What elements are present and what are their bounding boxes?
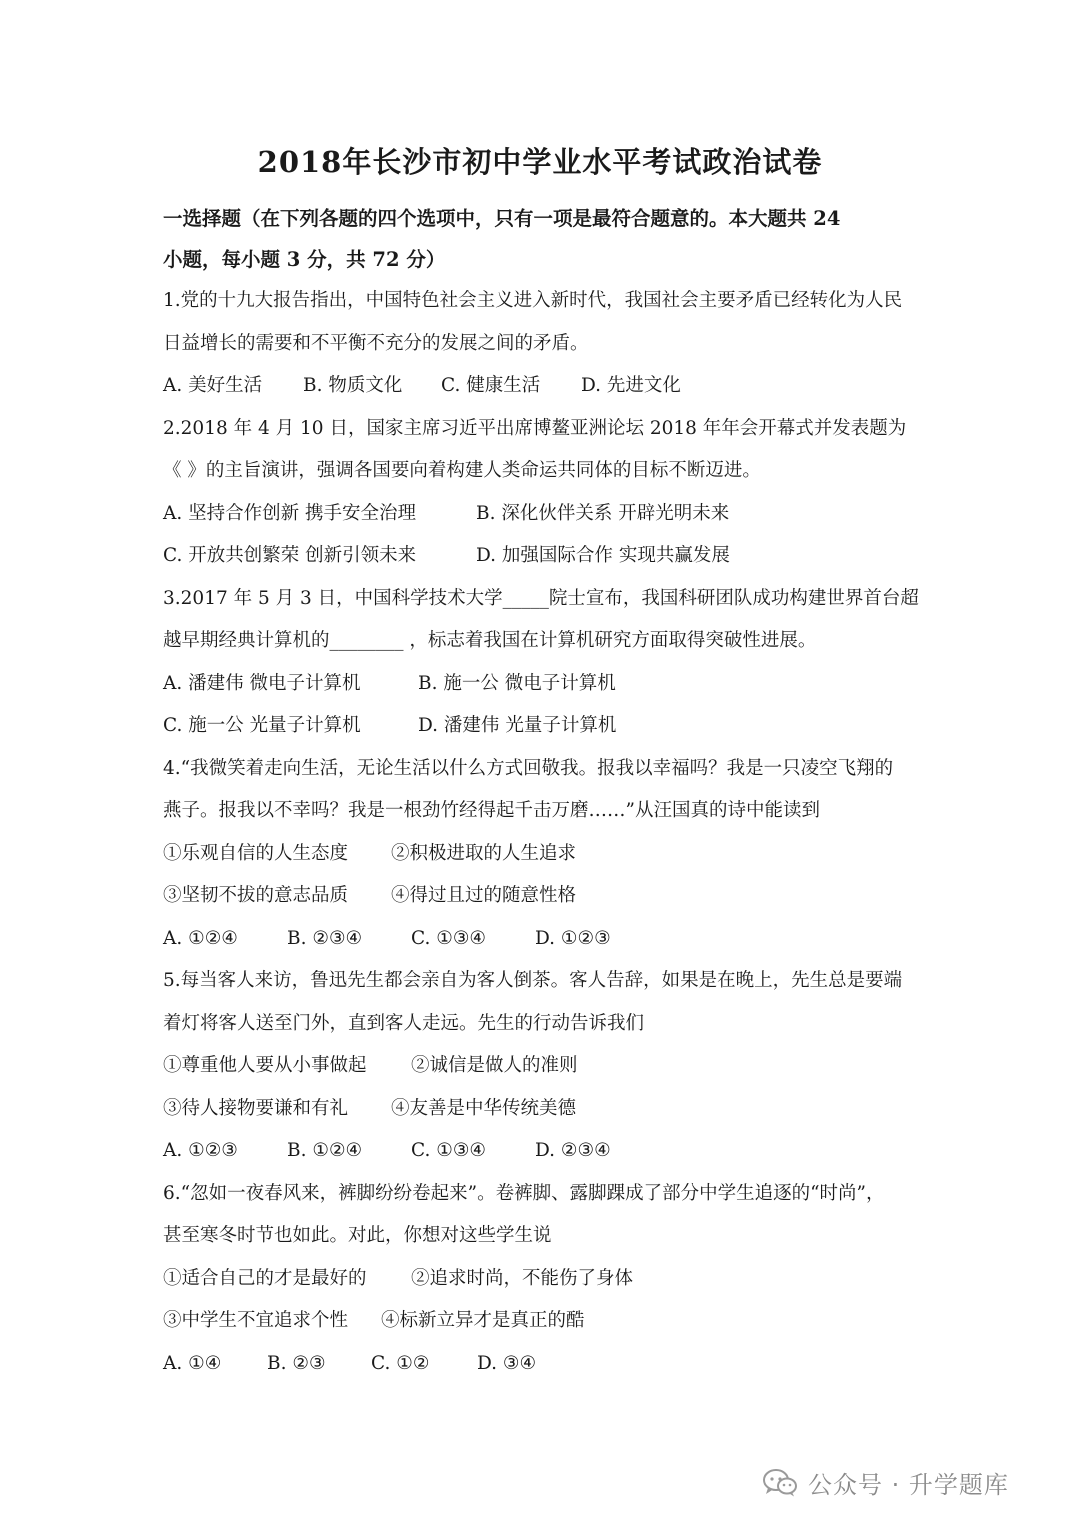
q1-stem-cont: 日益增长的需要和不平衡不充分的发展之间的矛盾。 <box>163 332 589 354</box>
wechat-icon <box>762 1468 798 1498</box>
q4-statements-row1 <box>163 842 933 866</box>
q6-statement-4: ④标新立异才是真正的酷 <box>381 1310 585 1331</box>
q1-option-a: A. 美好生活 <box>163 375 263 396</box>
q4-option-c: C. ①③④ <box>411 927 487 949</box>
q3-option-b: B. 施一公 微电子计算机 <box>418 672 616 694</box>
q6-option-b: B. ②③ <box>267 1352 326 1374</box>
q6-statement-2: ②追求时尚，不能伤了身体 <box>411 1267 634 1289</box>
q6-option-c: C. ①② <box>371 1352 430 1374</box>
q2-stem: 2.2018 年 4 月 10 日，国家主席习近平出席博鳌亚洲论坛 2018 年年会开幕式并发表题为 <box>163 417 907 439</box>
q5-options <box>163 1139 933 1163</box>
q5-statements-row1 <box>163 1054 933 1078</box>
q6-statement-1: ①适合自己的才是最好的 <box>163 1267 367 1289</box>
q4-option-d: D. ①②③ <box>535 927 611 949</box>
q4-option-b: B. ②③④ <box>287 927 363 949</box>
q3-options-row1 <box>163 672 933 696</box>
q3-stem: 3.2017 年 5 月 3 日，中国科学技术大学_____院士宣布，我国科研团队成功构建世界首台超 <box>163 587 919 609</box>
q1-stem: 1.党的十九大报告指出，中国特色社会主义进入新时代，我国社会主要矛盾已经转化为人民 <box>163 290 903 311</box>
q3-option-d: D. 潘建伟 光量子计算机 <box>418 715 617 736</box>
q2-option-b: B. 深化伙伴关系 开辟光明未来 <box>476 502 730 524</box>
q2-stem-cont: 《 》的主旨演讲，强调各国要向着构建人类命运共同体的目标不断迈进。 <box>163 460 761 481</box>
q5-statement-1: ①尊重他人要从小事做起 <box>163 1055 367 1076</box>
q6-statements-row2 <box>163 1309 933 1333</box>
section-heading: 一选择题（在下列各题的四个选项中，只有一项是最符合题意的。本大题共 24 <box>163 207 841 230</box>
watermark-text: 公众号 · 升学题库 <box>808 1471 1009 1499</box>
q3-options-row2 <box>163 714 933 738</box>
page-title: 2018年长沙市初中学业水平考试政治试卷 <box>257 145 823 179</box>
q6-options <box>163 1352 933 1376</box>
watermark <box>762 1465 1009 1500</box>
q5-statement-2: ②诚信是做人的准则 <box>411 1055 578 1076</box>
q3-option-c: C. 施一公 光量子计算机 <box>163 715 361 736</box>
q4-stem-cont: 燕子。报我以不幸吗？我是一根劲竹经得起千击万磨……”从汪国真的诗中能读到 <box>163 800 820 821</box>
q6-statement-3: ③中学生不宜追求个性 <box>163 1310 349 1331</box>
q4-options <box>163 927 933 951</box>
q6-stem-cont: 甚至寒冬时节也如此。对此，你想对这些学生说 <box>163 1225 552 1246</box>
q1-option-d: D. 先进文化 <box>581 375 681 396</box>
q5-option-a: A. ①②③ <box>163 1140 238 1161</box>
q4-statements-row2 <box>163 884 933 908</box>
q2-options-row1 <box>163 502 933 526</box>
q5-option-c: C. ①③④ <box>411 1140 487 1161</box>
q4-statement-3: ③坚韧不拔的意志品质 <box>163 885 349 906</box>
q3-stem-cont: 越早期经典计算机的________ ，标志着我国在计算机研究方面取得突破性进展。 <box>163 630 817 651</box>
q5-option-b: B. ①②④ <box>287 1140 363 1161</box>
q3-option-a: A. 潘建伟 微电子计算机 <box>163 672 361 694</box>
q5-stem: 5.每当客人来访，鲁迅先生都会亲自为客人倒茶。客人告辞，如果是在晚上，先生总是要端 <box>163 970 903 991</box>
q6-option-d: D. ③④ <box>477 1352 537 1374</box>
q1-option-b: B. 物质文化 <box>303 375 403 396</box>
q4-option-a: A. ①②④ <box>163 927 238 949</box>
q2-option-a: A. 坚持合作创新 携手安全治理 <box>163 502 417 524</box>
q2-option-c: C. 开放共创繁荣 创新引领未来 <box>163 545 417 566</box>
exam-content <box>163 207 933 1394</box>
q5-stem-cont: 着灯将客人送至门外，直到客人走远。先生的行动告诉我们 <box>163 1012 645 1034</box>
q2-option-d: D. 加强国际合作 实现共赢发展 <box>476 545 730 566</box>
q4-statement-2: ②积极进取的人生追求 <box>391 842 577 864</box>
q6-option-a: A. ①④ <box>163 1352 222 1374</box>
q1-options <box>163 374 933 398</box>
q4-statement-1: ①乐观自信的人生态度 <box>163 842 349 864</box>
q2-options-row2 <box>163 544 933 568</box>
q5-statements-row2 <box>163 1097 933 1121</box>
section-heading-cont: 小题，每小题 3 分，共 72 分） <box>163 248 446 271</box>
q6-statements-row1 <box>163 1267 933 1291</box>
q1-option-c: C. 健康生活 <box>441 375 541 396</box>
q5-statement-3: ③待人接物要谦和有礼 <box>163 1097 349 1119</box>
q4-statement-4: ④得过且过的随意性格 <box>391 885 577 906</box>
q4-stem: 4.“我微笑着走向生活，无论生活以什么方式回敬我。报我以幸福吗？我是一只凌空飞翔的 <box>163 757 894 779</box>
q5-statement-4: ④友善是中华传统美德 <box>391 1097 577 1119</box>
q6-stem: 6.“忽如一夜春风来，裤脚纷纷卷起来”。卷裤脚、露脚踝成了部分中学生追逐的“时尚”， <box>163 1182 885 1204</box>
q5-option-d: D. ②③④ <box>535 1140 611 1161</box>
